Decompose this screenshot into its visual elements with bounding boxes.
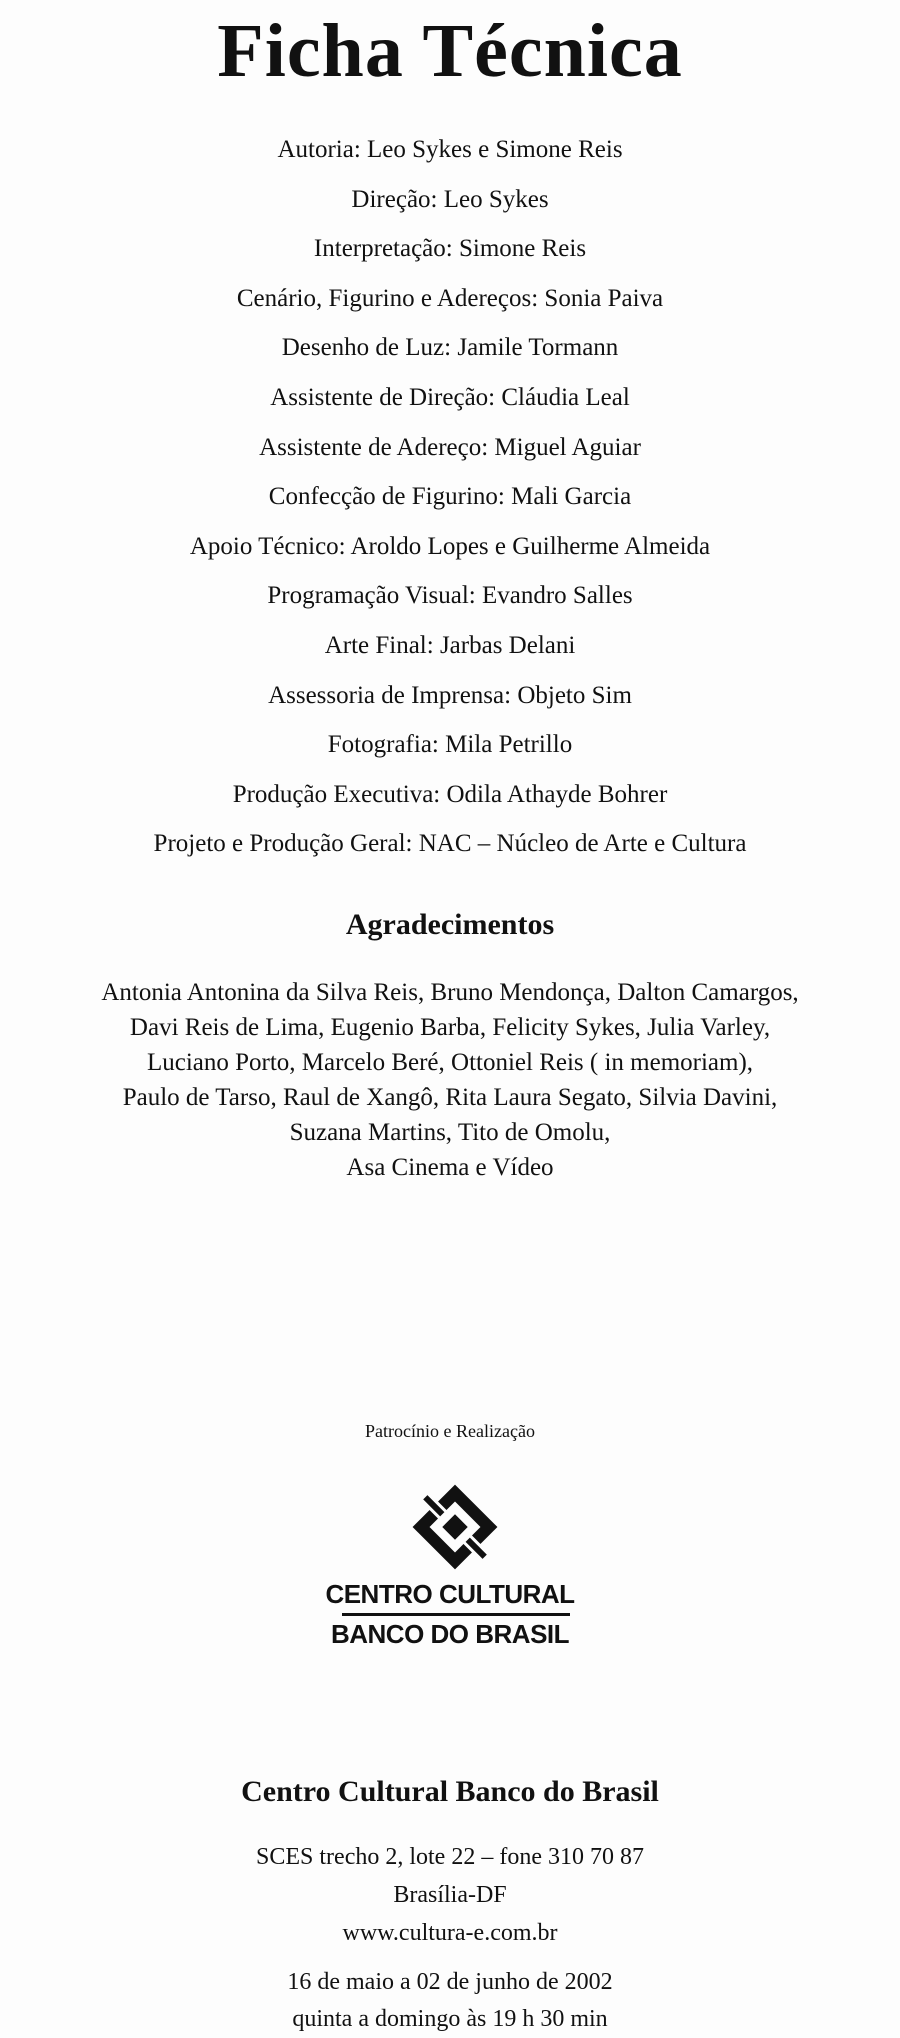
credit-line: Cenário, Figurino e Adereços: Sonia Paiva <box>236 284 664 312</box>
acknowledgement-line: Suzana Martins, Tito de Omolu, <box>289 1119 611 1146</box>
credit-line: Autoria: Leo Sykes e Simone Reis <box>277 136 623 163</box>
credit-line: Fotografia: Mila Petrillo <box>327 731 573 759</box>
credit-line: Interpretação: Simone Reis <box>313 235 587 263</box>
logo-wordmark-line2: BANCO DO BRASIL <box>330 1619 570 1649</box>
credit-line: Produção Executiva: Odila Athayde Bohrer <box>232 780 668 808</box>
credit-line: Desenho de Luz: Jamile Tormann <box>281 334 619 362</box>
banco-do-brasil-logo-icon <box>405 1477 505 1577</box>
acknowledgement-line: Davi Reis de Lima, Eugenio Barba, Felicity Sykes, Julia Varley, <box>129 1014 771 1041</box>
credit-line: Assistente de Adereço: Miguel Aguiar <box>259 433 641 461</box>
logo-wordmark-line1: CENTRO CULTURAL <box>325 1579 575 1609</box>
credit-line: Arte Final: Jarbas Delani <box>324 631 576 659</box>
venue-city: Brasília-DF <box>393 1882 507 1908</box>
event-dates: 16 de maio a 02 de junho de 2002 <box>287 1969 613 1995</box>
event-schedule: quinta a domingo às 19 h 30 min <box>292 2006 608 2032</box>
acknowledgements-list <box>0 975 900 1185</box>
credit-line: Direção: Leo Sykes <box>351 185 549 213</box>
page-title: Ficha Técnica <box>217 9 683 93</box>
venue-website: www.cultura-e.com.br <box>342 1920 558 1946</box>
acknowledgement-line: Antonia Antonina da Silva Reis, Bruno Mendonça, Dalton Camargos, <box>101 979 799 1006</box>
acknowledgement-line: Paulo de Tarso, Raul de Xangô, Rita Laura Segato, Silvia Davini, <box>122 1084 778 1111</box>
venue-address: SCES trecho 2, lote 22 – fone 310 70 87 <box>256 1844 644 1870</box>
acknowledgements-heading: Agradecimentos <box>345 908 555 941</box>
credit-line: Assessoria de Imprensa: Objeto Sim <box>268 681 632 709</box>
acknowledgement-line: Asa Cinema e Vídeo <box>346 1154 554 1181</box>
credit-line: Apoio Técnico: Aroldo Lopes e Guilherme Almeida <box>189 532 711 560</box>
venue-info <box>0 1838 900 2038</box>
sponsor-label: Patrocínio e Realização <box>365 1421 535 1441</box>
credit-line: Programação Visual: Evandro Salles <box>267 582 633 610</box>
credit-line: Projeto e Produção Geral: NAC – Núcleo de Arte e Cultura <box>153 830 747 858</box>
venue-name: Centro Cultural Banco do Brasil <box>241 1775 659 1808</box>
credits-list <box>0 125 900 869</box>
credit-line: Confecção de Figurino: Mali Garcia <box>268 483 632 511</box>
credit-line: Assistente de Direção: Cláudia Leal <box>270 383 630 411</box>
acknowledgement-line: Luciano Porto, Marcelo Beré, Ottoniel Reis ( in memoriam), <box>146 1049 754 1076</box>
